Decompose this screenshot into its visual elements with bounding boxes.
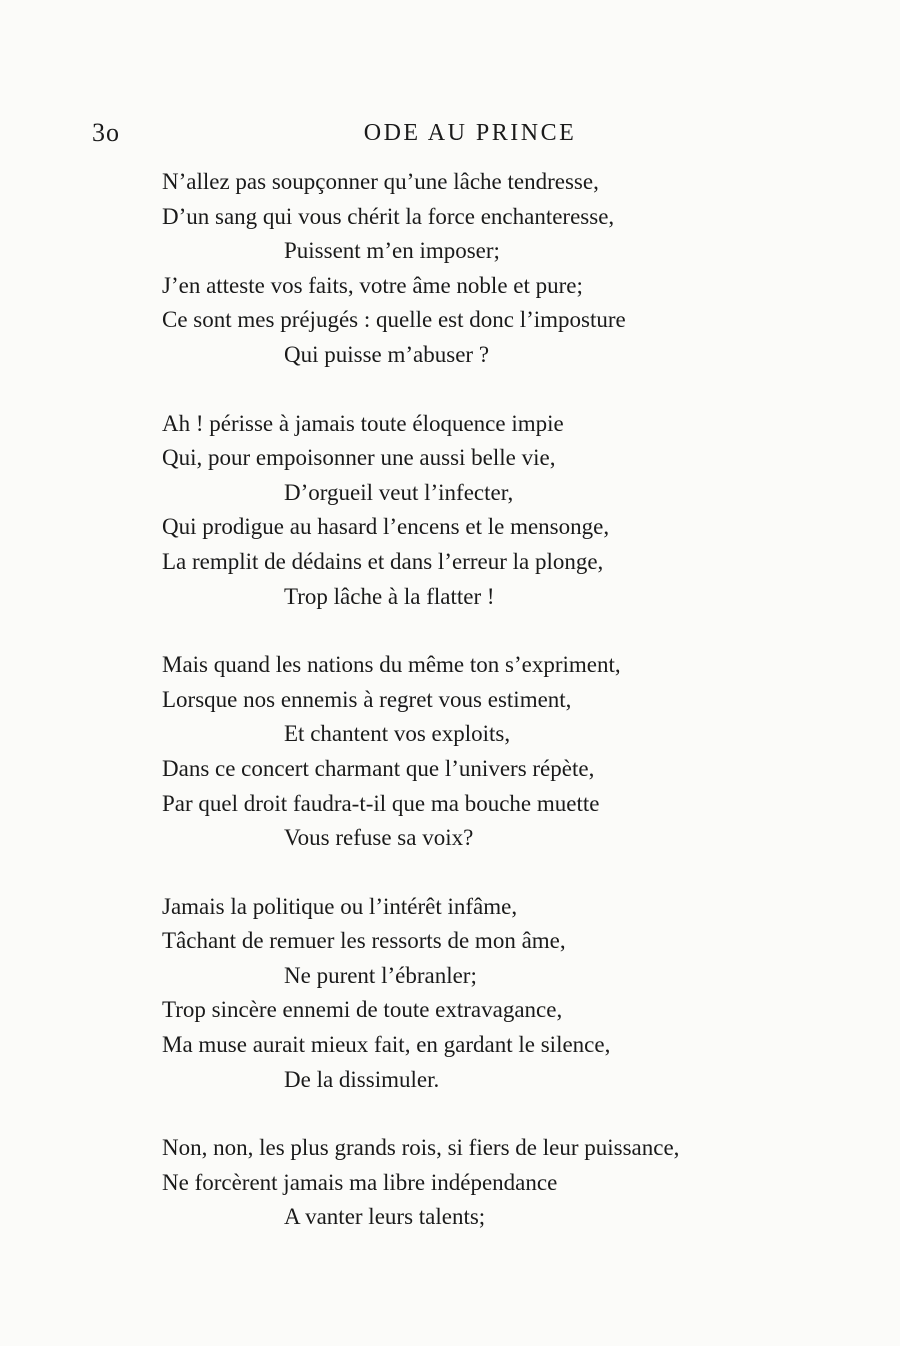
verse-line-short: D’orgueil veut l’infecter, xyxy=(284,479,514,505)
verse-line: Qui, pour empoisonner une aussi belle vie, xyxy=(162,445,556,471)
verse-line-short: Vous refuse sa voix? xyxy=(284,825,474,851)
stanza-5 xyxy=(162,1131,812,1235)
verse-line: Non, non, les plus grands rois, si fiers de leur puissance, xyxy=(162,1135,680,1161)
page-number: 3o xyxy=(92,118,120,147)
verse-line-short: A vanter leurs talents; xyxy=(284,1204,486,1230)
verse-line-short: Qui puisse m’abuser ? xyxy=(284,341,490,367)
verse-line: Par quel droit faudra-t-il que ma bouche muette xyxy=(162,790,600,816)
verse-line: Lorsque nos ennemis à regret vous estiment, xyxy=(162,686,572,712)
stanza-4 xyxy=(162,890,812,1098)
stanza-1 xyxy=(162,165,812,373)
verse-line: Tâchant de remuer les ressorts de mon âme, xyxy=(162,928,566,954)
verse-line-short: Et chantent vos exploits, xyxy=(284,721,511,747)
stanza-3 xyxy=(162,648,812,856)
verse-line-short: De la dissimuler. xyxy=(284,1066,440,1092)
poem xyxy=(162,165,812,1269)
verse-line: La remplit de dédains et dans l’erreur la plonge, xyxy=(162,548,604,574)
verse-line: Dans ce concert charmant que l’univers répète, xyxy=(162,755,595,781)
verse-line: Ce sont mes préjugés : quelle est donc l’imposture xyxy=(162,307,626,333)
verse-line: D’un sang qui vous chérit la force enchanteresse, xyxy=(162,203,615,229)
stanza-2 xyxy=(162,407,812,615)
verse-line-short: Ne purent l’ébranler; xyxy=(284,962,477,988)
verse-line: Qui prodigue au hasard l’encens et le mensonge, xyxy=(162,514,610,540)
verse-line: Mais quand les nations du même ton s’expriment, xyxy=(162,652,621,678)
verse-line: N’allez pas soupçonner qu’une lâche tendresse, xyxy=(162,169,599,194)
verse-line-short: Trop lâche à la flatter ! xyxy=(284,583,495,609)
verse-line: Trop sincère ennemi de toute extravagance, xyxy=(162,997,563,1023)
verse-line: Ne forcèrent jamais ma libre indépendance xyxy=(162,1169,558,1195)
verse-line: Ah ! périsse à jamais toute éloquence impie xyxy=(162,410,564,436)
verse-line-short: Puissent m’en imposer; xyxy=(284,238,500,264)
verse-line: Ma muse aurait mieux fait, en gardant le silence, xyxy=(162,1032,611,1058)
running-title: ODE AU PRINCE xyxy=(363,120,577,146)
verse-line: Jamais la politique ou l’intérêt infâme, xyxy=(162,893,518,919)
verse-line: J’en atteste vos faits, votre âme noble et pure; xyxy=(162,272,583,298)
